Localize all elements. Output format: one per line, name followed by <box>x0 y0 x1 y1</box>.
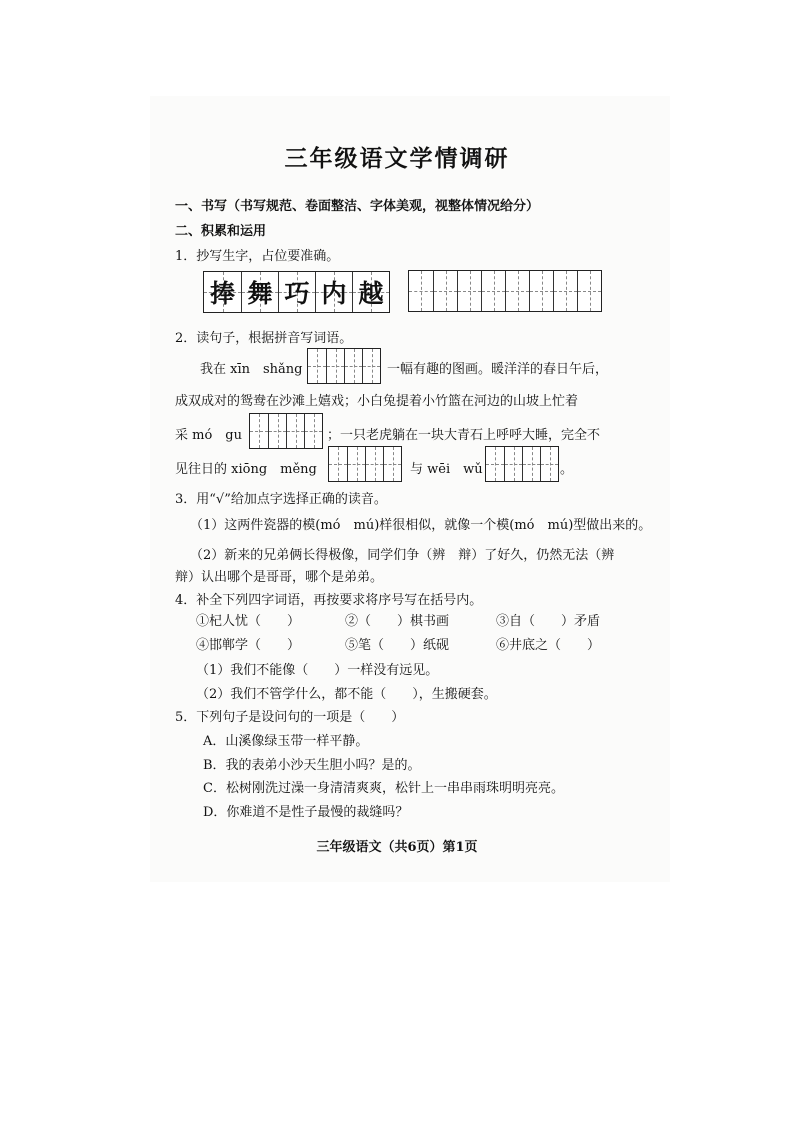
q1-sample-grid <box>203 271 390 313</box>
sample-char: 内 <box>321 279 347 308</box>
sample-char: 越 <box>358 279 384 308</box>
q4-prompt: 4．补全下列四字词语，再按要求将序号写在括号内。 <box>175 593 483 608</box>
q2-line3-start: 采 mó gu <box>175 428 242 443</box>
section-2-heading: 二、积累和运用 <box>175 224 267 239</box>
grid-cell[interactable] <box>457 271 481 311</box>
grid-cell <box>315 272 352 312</box>
grid-cell[interactable] <box>577 271 601 311</box>
idiom-item: ④邯郸学（ ） <box>196 638 301 653</box>
page-title: 三年级语文学情调研 <box>284 145 510 172</box>
q5-option-c: C．松树刚洗过澡一身清清爽爽，松针上一串串雨珠明明亮亮。 <box>203 781 564 796</box>
grid-cell[interactable] <box>304 414 322 448</box>
q2-line4-start: 见往日的 xiōng měng <box>175 462 317 477</box>
pinyin-answer-grid-3[interactable] <box>328 446 402 482</box>
grid-cell[interactable] <box>308 349 326 383</box>
grid-cell[interactable] <box>286 414 304 448</box>
q3-sentence-1: （1）这两件瓷器的模(mó mú)样很相似，就像一个模(mó mú)型做出来的。 <box>190 518 652 533</box>
grid-cell[interactable] <box>486 447 504 481</box>
grid-cell[interactable] <box>362 349 380 383</box>
q4-sentence-2: （2）我们不管学什么，都不能（ ），生搬硬套。 <box>196 687 497 702</box>
q3-prompt: 3．用“√”给加点字选择正确的读音。 <box>175 492 387 507</box>
q2-line3-end: ；一只老虎躺在一块大青石上呼呼大睡，完全不 <box>327 428 601 443</box>
q2-line1-end: 一幅有趣的图画。暖洋洋的春日午后， <box>387 362 609 377</box>
q3-sentence-2a: （2）新来的兄弟俩长得极像，同学们争（辨 辩）了好久，仍然无法（辨 <box>190 548 615 563</box>
grid-cell[interactable] <box>504 447 522 481</box>
grid-cell[interactable] <box>481 271 505 311</box>
idiom-item: ②（ ）棋书画 <box>345 614 450 629</box>
grid-cell[interactable] <box>347 447 365 481</box>
grid-cell[interactable] <box>540 447 558 481</box>
idiom-item: ⑥井底之（ ） <box>496 638 601 653</box>
grid-cell[interactable] <box>409 271 433 311</box>
q5-prompt: 5．下列句子是设问句的一项是（ ） <box>175 710 405 725</box>
grid-cell[interactable] <box>522 447 540 481</box>
sample-char: 捧 <box>209 279 235 308</box>
q2-prompt: 2．读句子，根据拼音写词语。 <box>175 331 353 346</box>
grid-cell[interactable] <box>529 271 553 311</box>
q5-option-a: A．山溪像绿玉带一样平静。 <box>203 734 369 749</box>
sample-char: 舞 <box>247 279 273 308</box>
sample-char: 巧 <box>284 279 310 308</box>
section-1-heading: 一、书写（书写规范、卷面整洁、字体美观，视整体情况给分） <box>175 199 540 214</box>
grid-cell[interactable] <box>326 349 344 383</box>
pinyin-answer-grid-1[interactable] <box>307 348 381 384</box>
grid-cell[interactable] <box>344 349 362 383</box>
q5-option-b: B．我的表弟小沙天生胆小吗？是的。 <box>203 758 421 773</box>
idiom-item: ⑤笔（ ）纸砚 <box>345 638 450 653</box>
q1-prompt: 1．抄写生字，占位要准确。 <box>175 249 340 264</box>
pinyin-answer-grid-2[interactable] <box>249 413 323 449</box>
q5-option-d: D．你难道不是性子最慢的裁缝吗？ <box>203 805 409 820</box>
grid-cell <box>204 272 241 312</box>
grid-cell[interactable] <box>553 271 577 311</box>
q2-line1-start: 我在 xīn shǎng <box>200 362 303 377</box>
grid-cell[interactable] <box>268 414 286 448</box>
grid-cell[interactable] <box>365 447 383 481</box>
q2-line2: 成双成对的鸳鸯在沙滩上嬉戏；小白兔提着小竹篮在河边的山坡上忙着 <box>175 394 579 409</box>
idiom-item: ①杞人忧（ ） <box>196 614 301 629</box>
pinyin-answer-grid-4[interactable] <box>485 446 559 482</box>
grid-cell[interactable] <box>433 271 457 311</box>
q3-sentence-2b: 辩）认出哪个是哥哥，哪个是弟弟。 <box>175 570 384 585</box>
grid-cell[interactable] <box>383 447 401 481</box>
page-footer: 三年级语文（共6页）第1页 <box>316 840 478 855</box>
q2-line4-mid: 与 wēi wǔ <box>410 462 483 477</box>
q2-line4-end: 。 <box>560 462 574 477</box>
grid-cell[interactable] <box>329 447 347 481</box>
idiom-item: ③自（ ）矛盾 <box>496 614 601 629</box>
q4-sentence-1: （1）我们不能像（ ）一样没有远见。 <box>196 663 439 678</box>
grid-cell <box>278 272 315 312</box>
grid-cell[interactable] <box>505 271 529 311</box>
grid-cell[interactable] <box>250 414 268 448</box>
q1-answer-grid[interactable] <box>408 270 602 312</box>
grid-cell <box>241 272 278 312</box>
grid-cell <box>352 272 389 312</box>
